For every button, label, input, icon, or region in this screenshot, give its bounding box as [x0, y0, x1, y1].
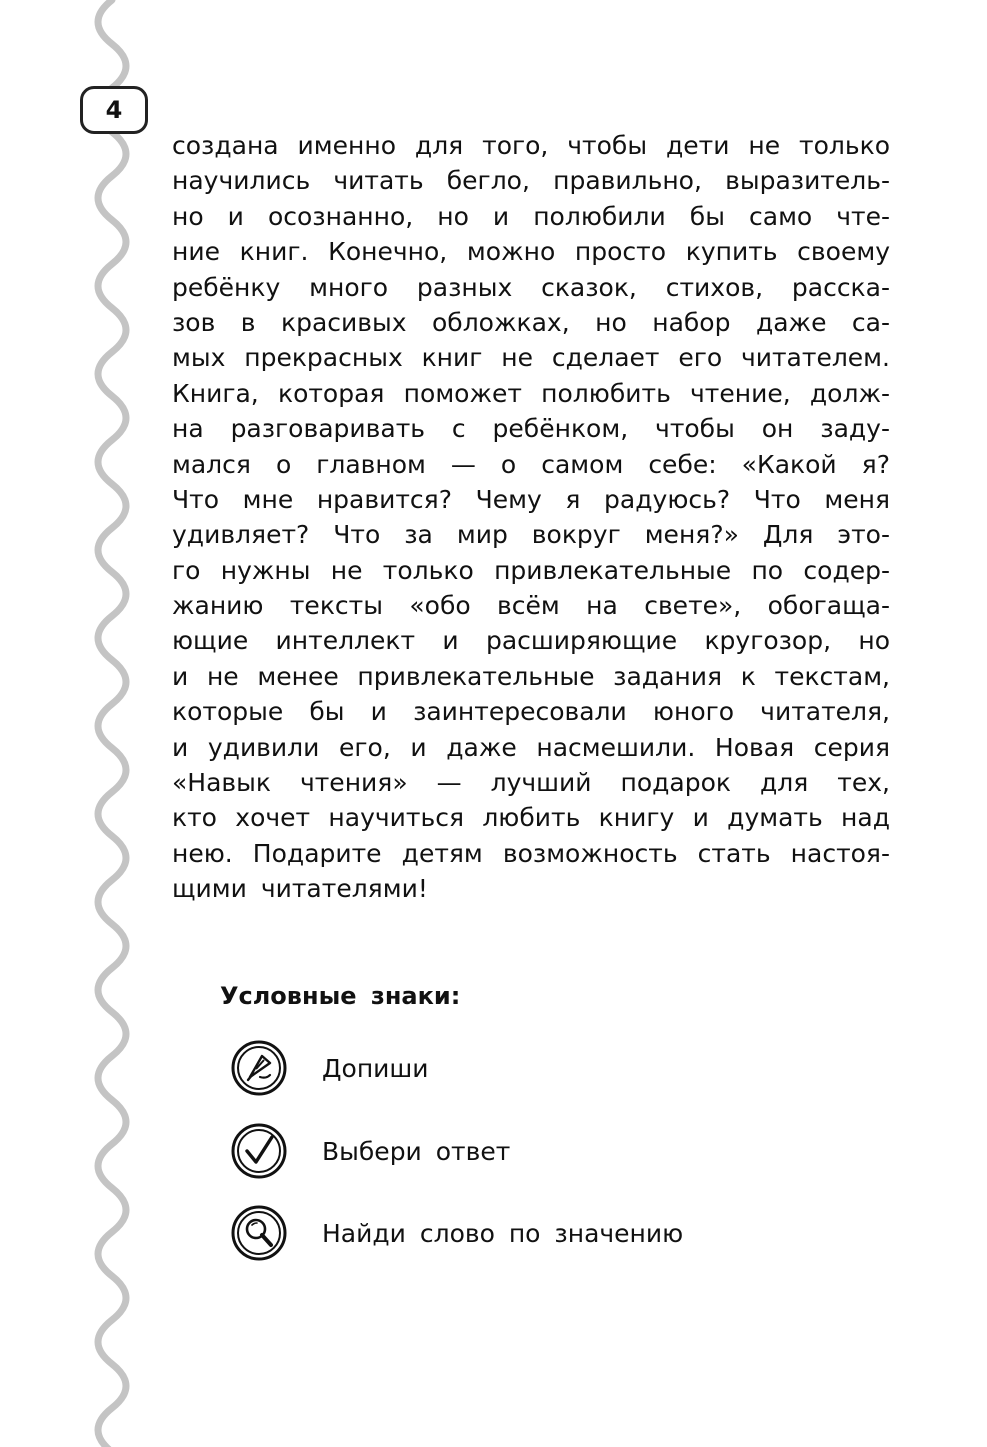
- legend-label-choose: Выбери ответ: [322, 1136, 511, 1166]
- wavy-border-decoration: [0, 0, 160, 1447]
- legend-label-complete: Допиши: [322, 1053, 429, 1083]
- body-line: нею. Подарите детям возможность стать настоя-: [172, 838, 890, 868]
- body-line: жанию тексты «обо всём на свете», обогаща-: [172, 591, 890, 621]
- body-line: Книга, которая поможет полюбить чтение, долж-: [172, 378, 890, 408]
- body-line: которые бы и заинтересовали юного читателя,: [172, 697, 890, 727]
- body-line: кто хочет научиться любить книгу и думать над: [172, 803, 890, 833]
- body-line: мых прекрасных книг не сделает его читателем.: [172, 343, 890, 373]
- body-line: удивляет? Что за мир вокруг меня?» Для это-: [172, 520, 890, 550]
- checkmark-icon: [230, 1122, 288, 1180]
- body-line: го нужны не только привлекательные по содер-: [172, 555, 890, 585]
- body-line: на разговаривать с ребёнком, чтобы он заду-: [172, 414, 890, 444]
- body-line: ющие интеллект и расширяющие кругозор, но: [172, 626, 890, 656]
- legend-item-complete: [230, 1038, 429, 1098]
- legend-item-find-word: [230, 1203, 683, 1263]
- body-line: «Навык чтения» — лучший подарок для тех,: [172, 768, 890, 798]
- body-line: научились читать бегло, правильно, выразитель-: [172, 166, 890, 196]
- magnifier-icon: [230, 1204, 288, 1262]
- page-number: 4: [80, 86, 148, 134]
- body-line: Что мне нравится? Чему я радуюсь? Что меня: [172, 484, 890, 514]
- body-line: ние книг. Конечно, можно просто купить своему: [172, 237, 890, 267]
- legend-item-choose: [230, 1121, 510, 1181]
- body-line: создана именно для того, чтобы дети не только: [172, 131, 890, 160]
- body-line: и удивили его, и даже насмешили. Новая серия: [172, 732, 890, 762]
- body-line: мался о главном — о самом себе: «Какой я?: [172, 449, 890, 479]
- legend-title: Условные знаки:: [220, 982, 461, 1010]
- pen-nib-icon: [230, 1039, 288, 1097]
- body-line: зов в красивых обложках, но набор даже са-: [172, 307, 890, 337]
- body-line: и не менее привлекательные задания к текстам,: [172, 661, 890, 691]
- body-line: щими читателями!: [172, 874, 428, 904]
- legend-label-find-word: Найди слово по значению: [322, 1218, 684, 1248]
- body-paragraph: [172, 128, 890, 907]
- body-line: ребёнку много разных сказок, стихов, расска-: [172, 272, 890, 302]
- body-line: но и осознанно, но и полюбили бы само чте-: [172, 201, 890, 231]
